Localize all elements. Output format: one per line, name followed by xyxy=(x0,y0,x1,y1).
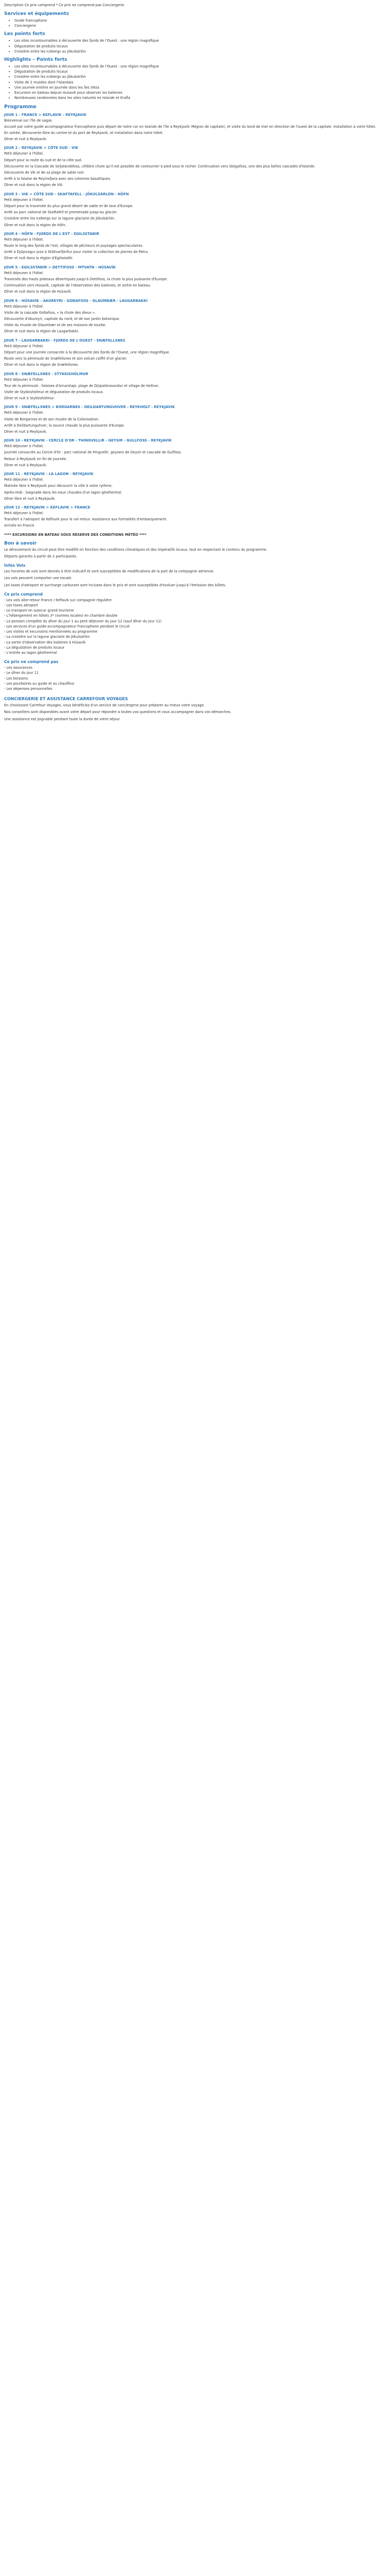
included-heading: Ce prix comprend xyxy=(4,591,43,597)
programme-days xyxy=(4,113,387,529)
list-item: • Croisière entre les icebergs au Jökulsárlón xyxy=(14,49,387,54)
list-item: • Guide francophone xyxy=(14,18,387,23)
list-item: • Visite de 2 musées dont l'Islandais xyxy=(14,80,387,85)
day-paragraph: Arrêt à Deildartunguhver, la source chaude la plus puissante d'Europe. xyxy=(4,423,125,428)
day-paragraph: Dîner et nuit dans la région de Vik. xyxy=(4,183,63,188)
day-paragraph: Après-midi : baignade dans les eaux chaudes d'un lagon géothermal. xyxy=(4,490,122,495)
day-paragraph: En soirée, découverte libre du centre et du port de Reykjavik, et installation dans notre hôtel. xyxy=(4,130,164,135)
weather-alert: **** EXCURSIONS EN BATEAU SOUS RÉSERVE DES CONDITIONS MÉTÉO **** xyxy=(4,532,146,537)
programme-heading: Programme xyxy=(4,104,37,110)
flight-info-text: Les horaires de vols sont donnés à titre indicatif et sont susceptibles de modifications de la part de la compagnie aérienne. xyxy=(4,569,215,574)
included-item: - Les services d'un guide-accompagnateur francophone pendant le circuit xyxy=(4,624,130,629)
day-paragraph: Accueil par votre guide accompagnateur francophone puis départ de notre car en Islande de l'île à Reykjavik (Région de capitale), et visite du bord de mer en direction de l'ouest de la capitale. Installation à votre hôtel. xyxy=(4,124,377,129)
points-heading: Les points forts xyxy=(4,31,45,37)
day-block xyxy=(4,405,387,434)
day-paragraph: Découverte en la Cascade de Seljalandsfoss, célèbre chute qu'il est possible de contourner à pied sous le rocher. Continuation vers Skógafoss, une des plus belles cascades d'Islande. xyxy=(4,164,316,168)
day-paragraph: Matinée libre à Reykjavik pour découvrir la ville à votre rythme. xyxy=(4,484,113,488)
day-paragraph: Dîner et nuit à Reykjavik. xyxy=(4,137,47,142)
day-block xyxy=(4,146,387,188)
day-title: JOUR 5 - EGILSSTAÐIR > DETTIFOSS - MÝVATN - HÚSAVÍK xyxy=(4,265,116,269)
included-list xyxy=(4,598,387,655)
day-paragraph: Découverte d'Akureyri, capitale du nord, et de son jardin botanique. xyxy=(4,316,120,321)
list-item: • Dégustation de produits locaux xyxy=(14,44,387,49)
bonus-departures: Départs garantis à partir de 2 participants. xyxy=(4,554,77,558)
day-block xyxy=(4,472,387,501)
excluded-item: - Le dîner du jour 11 xyxy=(4,671,39,675)
list-item: • Les sites incontournables à découverte des fjords de l'Ouest : une région magnifique xyxy=(14,38,387,43)
conciergerie-text: Nos conseillers sont disponibles avant votre départ pour répondre à toutes vos questions et vous accompagner dans vos démarches. xyxy=(4,710,232,715)
day-paragraph: Dîner libre et nuit à Reykjavik. xyxy=(4,496,56,501)
included-item: - La sortie d'observation des baleines à Húsavík xyxy=(4,640,86,645)
day-paragraph: Petit déjeuner à l'hôtel. xyxy=(4,237,44,242)
day-block xyxy=(4,338,387,368)
day-paragraph: Arrêt à la falaise de Reynisfjara avec ses colonnes basaltiques. xyxy=(4,177,111,181)
highlights-heading: Highlights – Points forts xyxy=(4,57,68,62)
day-title: JOUR 12 - REYKJAVIK > KEFLAVIK > FRANCE xyxy=(4,505,90,510)
list-item: • Excursion en bateau depuis Husavik pour observer les baleines xyxy=(14,90,387,95)
day-paragraph: Journée consacrée au Cercle d'Or : parc national de Þingvellir, geysers de Geysir et cascade de Gullfoss. xyxy=(4,450,182,455)
day-paragraph: Petit déjeuner à l'hôtel. xyxy=(4,444,44,449)
day-block xyxy=(4,265,387,295)
day-paragraph: Départ pour la route du sud et de la côte sud. xyxy=(4,158,83,162)
day-paragraph: Visite de Borgarnes et de son musée de la Colonisation. xyxy=(4,417,100,421)
day-title: JOUR 8 - SNÆFELLSNES - STYKKISHÓLMUR xyxy=(4,371,89,376)
day-paragraph: Petit déjeuner à l'hôtel. xyxy=(4,197,44,202)
list-item: • Une journée entière en Journée dans les îles Vikta xyxy=(14,85,387,90)
day-paragraph: Transfert à l'aéroport de Keflavik pour le vol retour. Assistance aux formalités d'embarquement. xyxy=(4,517,168,522)
day-paragraph: Dîner et nuit à Reykjavik. xyxy=(4,463,47,467)
itinerary-page xyxy=(0,0,391,728)
excluded-item: - Les pourboires au guide et au chauffeur xyxy=(4,681,75,686)
day-paragraph: Continuation vers Húsavík, capitale de l'observation des baleines, et sortie en bateau. xyxy=(4,283,151,288)
included-item: - Les taxes aéroport xyxy=(4,603,38,607)
conciergerie-heading: CONCIERGERIE ET ASSISTANCE CARREFOUR VOYAGES xyxy=(4,697,128,702)
day-paragraph: Arrêt au parc national de Skaftafell et promenade jusqu'au glacier. xyxy=(4,210,118,215)
day-paragraph: Arrêt à Djúpivogur puis à Stöðvarfjörður pour visiter la collection de pierres de Petra. xyxy=(4,250,149,255)
excluded-item: - Les dépenses personnelles xyxy=(4,687,53,691)
intro-line: Description Ce prix comprend * Ce prix ne comprend pas Conciergerie xyxy=(4,3,124,7)
points-list xyxy=(4,38,387,54)
day-block xyxy=(4,505,387,529)
list-item: • Les sites incontournables à découverte des fjords de l'Ouest : une région magnifique xyxy=(14,64,387,69)
day-title: JOUR 11 - REYKJAVIK - LA LAGON - REYKJAVIK xyxy=(4,472,94,477)
highlights-list xyxy=(4,64,387,101)
conciergerie-text: Une assistance est joignable pendant toute la durée de votre séjour. xyxy=(4,717,121,721)
day-paragraph: Dîner et nuit dans la région de Húsavík. xyxy=(4,290,72,294)
day-block xyxy=(4,372,387,401)
list-item: • Dégustation de produits locaux xyxy=(14,69,387,74)
day-paragraph: Tour de la péninsule : falaises d'Arnarstapi, plage de Djúpalónssandur et village de Hellnar. xyxy=(4,383,159,388)
day-paragraph: Croisière entre les icebergs sur la lagune glaciaire de Jökulsárlón. xyxy=(4,216,116,221)
included-item: - La pension complète du dîner du jour 1 au petit déjeuner du jour 12 (sauf dîner du jour 11) xyxy=(4,619,162,623)
excluded-list xyxy=(4,665,387,691)
day-paragraph: Visite de Stykkishólmur et dégustation de produits locaux. xyxy=(4,389,104,394)
day-paragraph: Petit déjeuner à l'hôtel. xyxy=(4,270,44,275)
list-item: • Croisière entre les icebergs au Jökulsárlón xyxy=(14,74,387,79)
bonus-text: Le déroulement du circuit peut être modifié en fonction des conditions climatiques et des impératifs locaux, tout en respectant le contenu du programme. xyxy=(4,547,268,552)
flight-info-text: Les vols peuvent comporter une escale. xyxy=(4,576,72,581)
included-item: - La croisière sur la lagune glaciaire de Jökulsárlón xyxy=(4,635,90,639)
day-paragraph: Petit déjeuner à l'hôtel. xyxy=(4,344,44,348)
list-item: • Nombreuses randonnées dans les sites naturels en Islande et Krafla xyxy=(14,95,387,100)
day-paragraph: Dîner et nuit à Reykjavik. xyxy=(4,430,47,434)
day-title: JOUR 1 - FRANCE > KEFLAVIK - REYKJAVIK xyxy=(4,112,87,117)
conciergerie-text: En choisissant Carrefour Voyages, vous bénéficiez d'un service de conciergerie pour préparer au mieux votre voyage. xyxy=(4,703,205,708)
day-paragraph: Route le long des fjords de l'est, villages de pêcheurs et paysages spectaculaires. xyxy=(4,244,143,248)
bonus-heading: Bon à savoir xyxy=(4,540,37,546)
excluded-item: - Les boissons xyxy=(4,676,28,681)
day-paragraph: Départ pour la traversée du plus grand désert de sable et de lave d'Europe. xyxy=(4,204,134,208)
day-title: JOUR 6 - HÚSAVÍK - AKUREYRI - GOÐAFOSS - GLAUMBÆR - LAUGARBAKKI xyxy=(4,298,148,303)
day-paragraph: Visite du musée de Glaumbær et de ses maisons de tourbe. xyxy=(4,323,107,328)
day-paragraph: Petit déjeuner à l'hôtel. xyxy=(4,304,44,309)
day-paragraph: Petit déjeuner à l'hôtel. xyxy=(4,151,44,156)
included-item: - La dégustation de produits locaux xyxy=(4,645,64,650)
day-paragraph: Traversée des hauts plateaux désertiques jusqu'à Dettifoss, la chute la plus puissante d'Europe. xyxy=(4,277,168,281)
day-title: JOUR 7 - LAUGARBAKKI - FJORDS DE L'OUEST - SNÆFELLSNES xyxy=(4,338,125,343)
day-paragraph: Retour à Reykjavik en fin de journée. xyxy=(4,456,67,461)
day-title: JOUR 3 - VIK > CÔTE SUD - SKAFTAFELL - JÖKULSÁRLÓN - HÖFN xyxy=(4,192,129,196)
included-item: - Le transport en autocar grand tourisme xyxy=(4,608,74,613)
day-paragraph: Petit déjeuner à l'hôtel. xyxy=(4,511,44,516)
day-paragraph: Petit déjeuner à l'hôtel. xyxy=(4,478,44,482)
day-paragraph: Dîner et nuit dans la région de Snæfellsnes. xyxy=(4,363,79,367)
included-item: - Les visites et excursions mentionnées au programme xyxy=(4,630,97,634)
excluded-heading: Ce prix ne comprend pas xyxy=(4,659,59,665)
day-paragraph: Dîner et nuit dans la région de Laugarbakki. xyxy=(4,329,79,334)
day-paragraph: Dîner et nuit dans la région de Höfn. xyxy=(4,223,67,227)
day-paragraph: Arrivée en France. xyxy=(4,523,36,528)
day-paragraph: Route vers la péninsule de Snæfellsnes et son volcan coiffé d'un glacier. xyxy=(4,357,127,361)
included-item: - L'entrée au lagon géothermal xyxy=(4,650,57,655)
day-paragraph: Dîner et nuit dans la région d'Egilsstaðir. xyxy=(4,256,73,261)
day-title: JOUR 9 - SNÆFELLSNES > BORGARNES - DEILDARTUNGUHVER - REYKHOLT - REYKJAVIK xyxy=(4,405,175,410)
services-list xyxy=(4,18,387,28)
day-block xyxy=(4,299,387,334)
included-item: - L'hébergement en hôtels 3* (normes locales) en chambre double xyxy=(4,614,118,618)
day-block xyxy=(4,232,387,261)
services-heading: Services et équipements xyxy=(4,11,69,16)
day-paragraph: Petit déjeuner à l'hôtel. xyxy=(4,377,44,382)
day-block xyxy=(4,113,387,142)
list-item: • Conciergerie xyxy=(14,23,387,28)
day-title: JOUR 4 - HÖFN - FJORDS DE L'EST - EGILSSTAÐIR xyxy=(4,231,100,236)
day-title: JOUR 10 - REYKJAVIK - CERCLE D'OR - THINGVELLIR - GEYSIR - GULLFOSS - REYKJAVIK xyxy=(4,438,172,443)
day-block xyxy=(4,438,387,468)
day-paragraph: Visite de la cascade Goðafoss, « la chute des dieux ». xyxy=(4,310,96,315)
flight-info-heading: Infos Vols xyxy=(4,563,26,568)
day-paragraph: Départ pour une journée consacrée à la découverte des fjords de l'Ouest, une région magnifique. xyxy=(4,350,170,354)
day-block xyxy=(4,192,387,228)
flight-info-text: Les taxes d'aéroport et surcharge carburant sont incluses dans le prix et sont susceptibles d'évoluer jusqu'à l'émission des billets. xyxy=(4,583,226,587)
excluded-item: - Les assurances xyxy=(4,666,32,670)
day-paragraph: Dîner et nuit à Stykkishólmur. xyxy=(4,396,55,401)
included-item: - Les vols aller-retour France / Keflavik sur compagnie régulière xyxy=(4,598,112,602)
day-title: JOUR 2 - REYKJAVIK > CÔTE SUD - VIK xyxy=(4,146,78,150)
day-paragraph: Bienvenue sur l'île de sagas xyxy=(4,118,52,123)
day-paragraph: Découverte de Vik et de sa plage de sable noir. xyxy=(4,171,85,175)
day-paragraph: Petit déjeuner à l'hôtel. xyxy=(4,411,44,415)
